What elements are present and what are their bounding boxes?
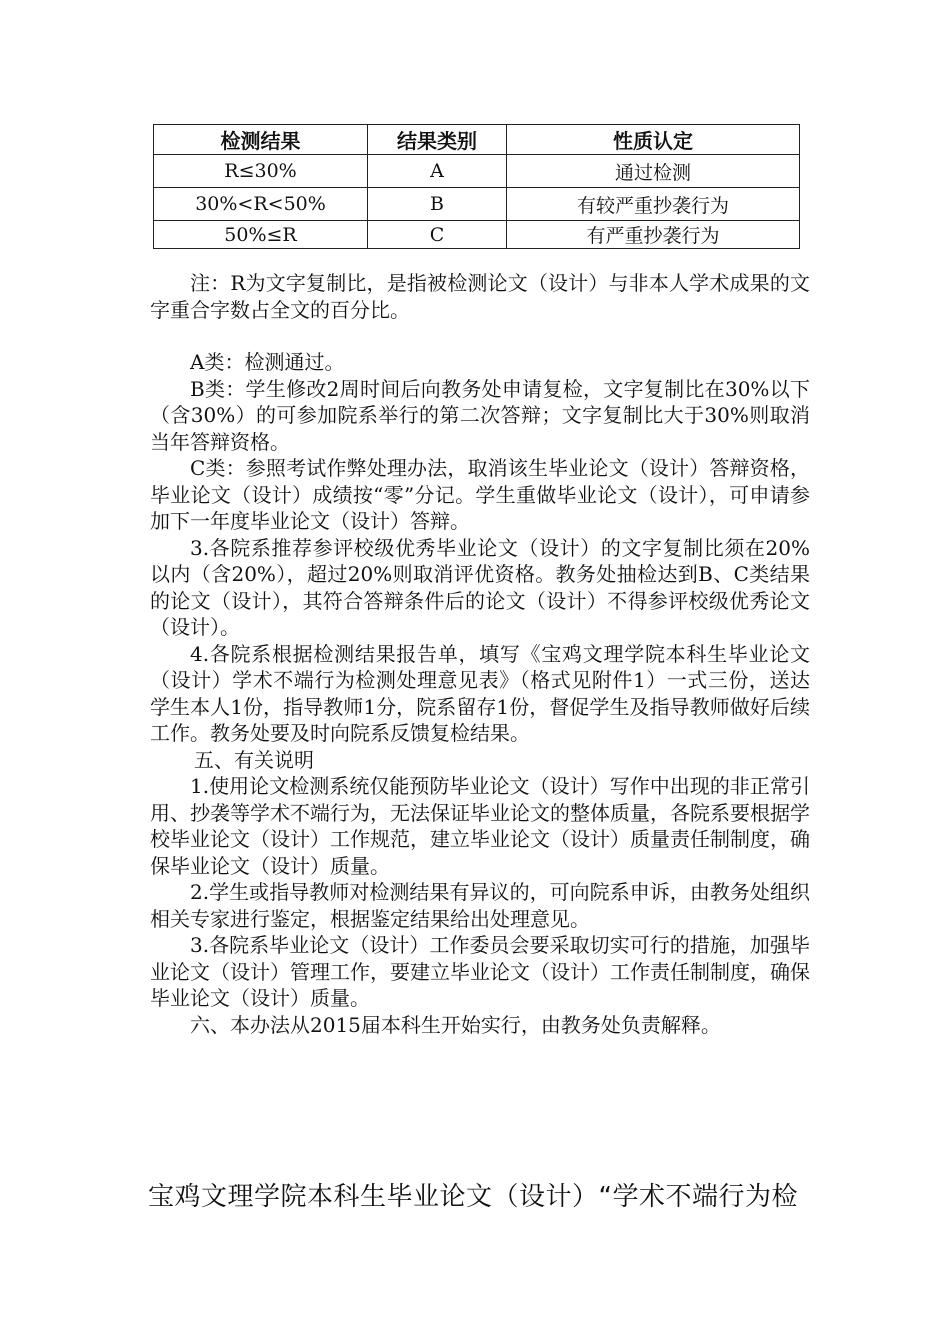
cell-nature: 有严重抄袭行为 [507,221,800,249]
cell-range: 30%<R<50% [154,188,368,221]
note-paragraph: 注：R为文字复制比，是指被检测论文（设计）与非本人学术成果的文字重合字数占全文的百分比。 [150,271,810,322]
item-4-paragraph: 4.各院系根据检测结果报告单，填写《宝鸡文理学院本科生毕业论文（设计）学术不端行为检测处理意见表》（格式见附件1）一式三份，送达学生本人1份，指导教师1分，院系留存1份，督促学生及指导教师做好后续工作。教务处要及时向院系反馈复检结果。 [150,641,810,745]
section-6-paragraph: 六、本办法从2015届本科生开始实行，由教务处负责解释。 [190,1012,721,1037]
cell-category: A [368,155,507,188]
table-row [154,155,800,188]
cell-nature: 通过检测 [507,155,800,188]
cell-category: B [368,188,507,221]
section-5-heading: 五、有关说明 [194,747,314,772]
table-row [154,221,800,249]
detection-result-table [153,124,800,249]
section-5-item-1: 1.使用论文检测系统仅能预防毕业论文（设计）写作中出现的非正常引用、抄袭等学术不端行为，无法保证毕业论文的整体质量，各院系要根据学校毕业论文（设计）工作规范，建立毕业论文（设计）质量责任制制度，确保毕业论文（设计）质量。 [150,774,810,878]
cell-range: R≤30% [154,155,368,188]
header-nature: 性质认定 [507,125,800,155]
cell-range: 50%≤R [154,221,368,249]
item-3-paragraph: 3.各院系推荐参评校级优秀毕业论文（设计）的文字复制比须在20%以内（含20%），超过20%则取消评优资格。教务处抽检达到B、C类结果的论文（设计），其符合答辩条件后的论文（设计）不得参评校级优秀论文（设计）。 [150,535,810,639]
section-5-item-2: 2.学生或指导教师对检测结果有异议的，可向院系申诉，由教务处组织相关专家进行鉴定，根据鉴定结果给出处理意见。 [150,880,810,931]
body-text [150,270,810,1038]
cell-nature: 有较严重抄袭行为 [507,188,800,221]
table-header-row [154,125,800,155]
header-detection-result: 检测结果 [154,125,368,155]
next-section-title: 宝鸡文理学院本科生毕业论文（设计）“学术不端行为检 [148,1182,798,1212]
header-result-category: 结果类别 [368,125,507,155]
class-a-paragraph: A类：检测通过。 [190,350,345,374]
class-c-paragraph: C类：参照考试作弊处理办法，取消该生毕业论文（设计）答辩资格，毕业论文（设计）成绩按“零”分记。学生重做毕业论文（设计），可申请参加下一年度毕业论文（设计）答辩。 [150,456,810,533]
cell-category: C [368,221,507,249]
class-b-paragraph: B类：学生修改2周时间后向教务处申请复检，文字复制比在30%以下（含30%）的可参加院系举行的第二次答辩；文字复制比大于30%则取消当年答辩资格。 [150,376,810,454]
section-5-item-3: 3.各院系毕业论文（设计）工作委员会要采取切实可行的措施，加强毕业论文（设计）管理工作，要建立毕业论文（设计）工作责任制制度，确保毕业论文（设计）质量。 [150,933,810,1010]
table-row [154,188,800,221]
